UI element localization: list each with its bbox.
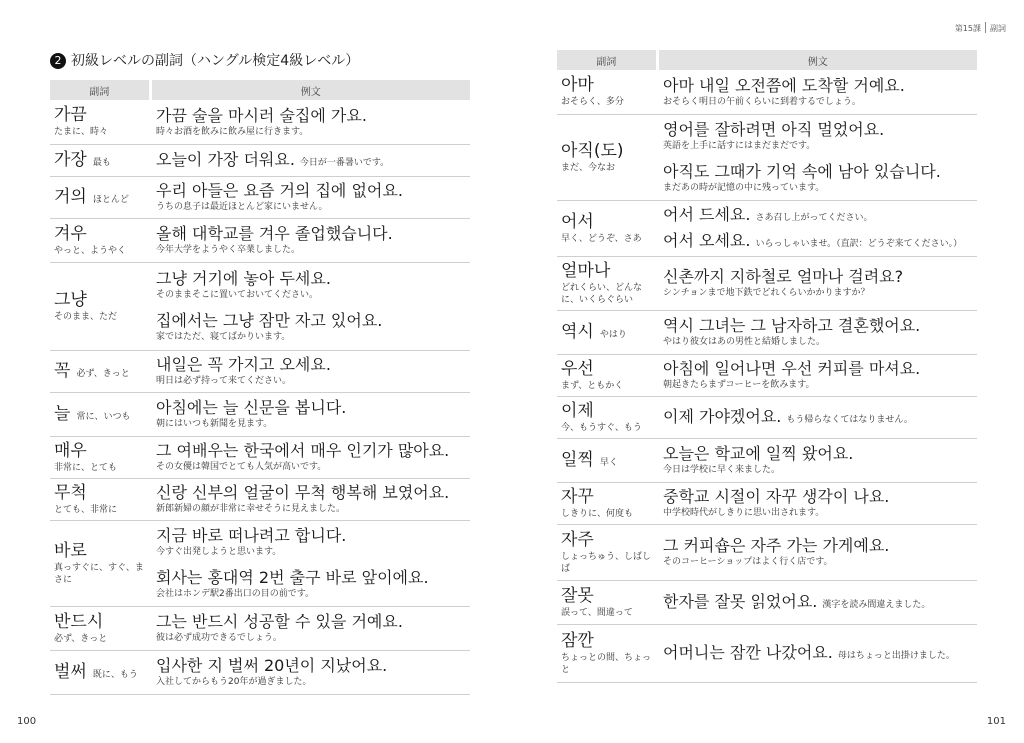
- example-cell: [150, 436, 470, 478]
- table-row: [50, 218, 470, 262]
- example-japanese: 入社してからもう20年が過ぎました。: [156, 677, 312, 687]
- example-cell: [657, 482, 977, 524]
- example-korean: 아직도 그때가 기억 속에 남아 있습니다.: [663, 162, 941, 181]
- example-cell: [657, 438, 977, 482]
- page-number: 101: [986, 716, 1006, 727]
- adverb-table-left: [50, 80, 470, 695]
- table-row: [50, 176, 470, 218]
- example-japanese: 朝にはいつも新聞を見ます。: [156, 419, 273, 429]
- example-korean: 중학교 시절이 자꾸 생각이 나요.: [663, 487, 890, 506]
- word-cell: [557, 70, 657, 114]
- adverb-meaning: 非常に、とても: [54, 462, 118, 473]
- adverb-meaning: とても、非常に: [54, 504, 118, 515]
- example-cell: [657, 310, 977, 354]
- adverb-korean: 역시: [561, 321, 594, 342]
- adverb-meaning: しきりに、何度も: [561, 508, 634, 519]
- example-cell: [150, 350, 470, 392]
- adverb-korean: 일찍: [561, 449, 594, 470]
- word-cell: [50, 176, 150, 218]
- example-japanese: 今年大学をようやく卒業しました。: [156, 245, 301, 255]
- example-japanese: 英語を上手に話すにはまだまだです。: [663, 141, 816, 151]
- example-korean: 그냥 거기에 놓아 두세요.: [156, 269, 331, 288]
- table-row: [50, 478, 470, 520]
- adverb-meaning: 早く: [599, 457, 618, 468]
- adverb-meaning: どれくらい、どんなに、いくらぐらい: [561, 282, 643, 305]
- adverb-korean: 거의: [54, 186, 87, 207]
- adverb-meaning: 必ず、きっと: [54, 633, 108, 644]
- adverb-meaning: やっと、ようやく: [54, 245, 127, 256]
- example-japanese: そのままそこに置いておいてください。: [156, 290, 319, 300]
- adverb-meaning: まず、ともかく: [561, 380, 624, 391]
- example-japanese: まだあの時が記憶の中に残っています。: [663, 183, 825, 193]
- example-korean: 아침에는 늘 신문을 봅니다.: [156, 398, 347, 417]
- example-korean: 우리 아들은 요즘 거의 집에 없어요.: [156, 181, 403, 200]
- example-japanese: 今日が一番暑いです。: [299, 158, 390, 168]
- example-cell: [657, 396, 977, 438]
- section-label: 副詞: [990, 24, 1006, 33]
- adverb-korean: 아직(도): [561, 140, 624, 161]
- example-japanese: そのコーヒーショップはよく行く店です。: [663, 557, 833, 567]
- table-row: [557, 354, 977, 396]
- adverb-korean: 가끔: [54, 105, 87, 126]
- example-japanese: シンチョンまで地下鉄でどれくらいかかりますか？: [663, 288, 870, 298]
- example-cell: [657, 580, 977, 624]
- example-japanese: 会社はホンデ駅2番出口の目の前です。: [156, 589, 315, 599]
- word-cell: [50, 478, 150, 520]
- table-row: [50, 392, 470, 436]
- example-korean: 그 여배우는 한국에서 매우 인기가 많아요.: [156, 441, 450, 460]
- example-japanese: 彼は必ず成功できるでしょう。: [156, 633, 282, 643]
- table-row: [557, 200, 977, 256]
- lesson-label: 第15課: [954, 24, 981, 33]
- table-row: [50, 436, 470, 478]
- adverb-meaning: 常に、いつも: [76, 411, 131, 422]
- word-cell: [50, 100, 150, 144]
- example-japanese: 時々お酒を飲みに飲み屋に行きます。: [156, 126, 309, 137]
- example-korean: 가끔 술을 마시러 술집에 가요.: [156, 105, 367, 125]
- adverb-meaning: 最も: [92, 157, 111, 168]
- example-cell: [657, 200, 977, 256]
- example-japanese: 今すぐ出発しようと思います。: [156, 547, 282, 557]
- adverb-meaning: まだ、今なお: [561, 162, 616, 173]
- adverb-korean: 이제: [561, 400, 594, 421]
- example-cell: [150, 478, 470, 520]
- adverb-korean: 무척: [54, 482, 87, 503]
- example-japanese: 家ではただ、寝てばかりいます。: [156, 332, 291, 342]
- example-cell: [150, 650, 470, 694]
- example-cell: [150, 176, 470, 218]
- adverb-korean: 잠깐: [561, 630, 594, 651]
- page-number: 100: [17, 716, 37, 727]
- table-row: [557, 524, 977, 580]
- adverb-meaning: ほとんど: [92, 194, 129, 205]
- word-cell: [50, 392, 150, 436]
- adverb-korean: 자주: [561, 529, 594, 550]
- example-cell: [150, 262, 470, 350]
- example-korean: 내일은 꼭 가지고 오세요.: [156, 355, 331, 374]
- column-header-adverb: 副詞: [557, 50, 657, 70]
- table-row: [50, 262, 470, 350]
- table-row: [50, 100, 470, 144]
- example-cell: [150, 144, 470, 176]
- table-row: [557, 310, 977, 354]
- word-cell: [557, 624, 657, 682]
- table-row: [50, 520, 470, 606]
- adverb-korean: 겨우: [54, 223, 87, 244]
- word-cell: [50, 218, 150, 262]
- adverb-meaning: そのまま、ただ: [54, 311, 118, 322]
- example-cell: [657, 114, 977, 200]
- adverb-korean: 반드시: [54, 611, 104, 632]
- example-korean: 지금 바로 떠나려고 합니다.: [156, 526, 347, 545]
- column-header-adverb: 副詞: [50, 80, 150, 100]
- table-row: [557, 396, 977, 438]
- table-row: [50, 650, 470, 694]
- word-cell: [557, 310, 657, 354]
- word-cell: [50, 262, 150, 350]
- adverb-meaning: ちょっとの間、ちょっと: [561, 652, 652, 675]
- example-korean: 아침에 일어나면 우선 커피를 마셔요.: [663, 359, 921, 378]
- table-row: [557, 482, 977, 524]
- example-japanese: 中学校時代がしきりに思い出されます。: [663, 508, 825, 518]
- example-cell: [150, 218, 470, 262]
- table-row: [557, 438, 977, 482]
- adverb-meaning: おそらく、多分: [561, 97, 624, 108]
- example-korean: 역시 그녀는 그 남자하고 결혼했어요.: [663, 316, 921, 335]
- example-japanese: 朝起きたらまずコーヒーを飲みます。: [663, 380, 815, 390]
- table-row: [50, 606, 470, 650]
- word-cell: [50, 350, 150, 392]
- example-korean: 오늘이 가장 더워요.: [156, 150, 295, 169]
- adverb-korean: 매우: [54, 440, 87, 461]
- table-row: [557, 256, 977, 310]
- column-header-example: 例文: [150, 80, 470, 100]
- adverb-meaning: 誤って、間違って: [561, 607, 633, 618]
- word-cell: [557, 438, 657, 482]
- example-korean: 아마 내일 오전쯤에 도착할 거예요.: [663, 75, 905, 95]
- word-cell: [557, 200, 657, 256]
- word-cell: [557, 580, 657, 624]
- example-cell: [657, 256, 977, 310]
- running-head: [955, 22, 1006, 34]
- example-cell: [150, 606, 470, 650]
- example-japanese: やはり彼女はあの男性と結婚しました。: [663, 337, 826, 347]
- word-cell: [50, 144, 150, 176]
- example-japanese: その女優は韓国でとても人気が高いです。: [156, 462, 327, 472]
- adverb-korean: 그냥: [54, 289, 87, 310]
- example-cell: [150, 100, 470, 144]
- example-japanese: いらっしゃいませ。（直訳：どうぞ来てください。）: [755, 239, 963, 249]
- adverb-korean: 아마: [561, 75, 594, 96]
- example-cell: [150, 520, 470, 606]
- adverb-korean: 바로: [54, 540, 87, 561]
- example-korean: 회사는 홍대역 2번 출구 바로 앞이에요.: [156, 568, 429, 587]
- adverb-korean: 가장: [54, 149, 87, 170]
- word-cell: [50, 520, 150, 606]
- adverb-table-right: [557, 50, 977, 683]
- example-korean: 영어를 잘하려면 아직 멀었어요.: [663, 120, 885, 139]
- example-korean: 입사한 지 벌써 20년이 지났어요.: [156, 656, 388, 675]
- word-cell: [557, 482, 657, 524]
- column-header-example: 例文: [657, 50, 977, 70]
- example-japanese: おそらく明日の午前くらいに到着するでしょう。: [663, 96, 861, 107]
- table-row: [557, 70, 977, 114]
- example-cell: [657, 354, 977, 396]
- adverb-meaning: しょっちゅう、しばしば: [561, 551, 652, 574]
- example-korean: 한자를 잘못 읽었어요.: [663, 592, 818, 611]
- adverb-korean: 벌써: [54, 661, 87, 682]
- example-korean: 어서 오세요.: [663, 231, 751, 250]
- example-japanese: 母はちょっと出掛けました。: [837, 651, 955, 661]
- section-heading: [50, 50, 359, 70]
- word-cell: [557, 524, 657, 580]
- word-cell: [557, 114, 657, 200]
- adverb-korean: 꼭: [54, 360, 71, 381]
- example-cell: [150, 392, 470, 436]
- adverb-korean: 잘못: [561, 585, 594, 606]
- table-row: [557, 624, 977, 682]
- example-japanese: うちの息子は最近ほとんど家にいません。: [156, 202, 328, 212]
- example-cell: [657, 70, 977, 114]
- table-row: [557, 114, 977, 200]
- example-japanese: 新郎新婦の顔が非常に幸せそうに見えました。: [156, 504, 346, 514]
- adverb-korean: 어서: [561, 211, 594, 232]
- adverb-korean: 얼마나: [561, 260, 611, 281]
- example-japanese: 今日は学校に早く来ました。: [663, 465, 781, 475]
- section-number: 2: [50, 53, 66, 69]
- example-korean: 신촌까지 지하철로 얼마나 걸려요?: [663, 267, 904, 286]
- adverb-meaning: 今、もうすぐ、もう: [561, 422, 642, 433]
- adverb-meaning: 既に、もう: [92, 669, 138, 680]
- table-row: [50, 144, 470, 176]
- word-cell: [50, 650, 150, 694]
- table-row: [557, 580, 977, 624]
- example-cell: [657, 624, 977, 682]
- word-cell: [50, 436, 150, 478]
- word-cell: [557, 354, 657, 396]
- adverb-meaning: 真っすぐに、すぐ、まさに: [54, 562, 144, 585]
- adverb-meaning: 早く、どうぞ、さあ: [561, 233, 642, 244]
- adverb-meaning: やはり: [599, 329, 627, 340]
- word-cell: [557, 256, 657, 310]
- example-korean: 어머니는 잠깐 나갔어요.: [663, 643, 833, 662]
- example-korean: 신랑 신부의 얼굴이 무척 행복해 보였어요.: [156, 483, 450, 502]
- example-japanese: 明日は必ず持って来てください。: [156, 376, 292, 386]
- example-cell: [657, 524, 977, 580]
- example-korean: 그는 반드시 성공할 수 있을 거예요.: [156, 612, 403, 631]
- table-row: [50, 350, 470, 392]
- example-korean: 집에서는 그냥 잠만 자고 있어요.: [156, 311, 383, 330]
- example-japanese: さあ召し上がってください。: [755, 213, 873, 223]
- example-japanese: 漢字を読み間違えました。: [822, 600, 931, 610]
- adverb-korean: 자꾸: [561, 486, 594, 507]
- example-korean: 어서 드세요.: [663, 205, 751, 224]
- adverb-meaning: たまに、時々: [54, 127, 109, 138]
- right-page: [512, 0, 1024, 743]
- example-korean: 올해 대학교를 겨우 졸업했습니다.: [156, 224, 393, 243]
- divider: [985, 22, 986, 33]
- adverb-meaning: 必ず、きっと: [76, 368, 130, 379]
- example-korean: 그 커피숍은 자주 가는 가게예요.: [663, 536, 890, 555]
- section-title: 初級レベルの副詞（ハングル検定4級レベル）: [71, 53, 360, 69]
- word-cell: [557, 396, 657, 438]
- example-japanese: もう帰らなくてはなりません。: [786, 415, 913, 425]
- example-korean: 이제 가야겠어요.: [663, 407, 782, 426]
- word-cell: [50, 606, 150, 650]
- adverb-korean: 늘: [54, 403, 71, 424]
- adverb-korean: 우선: [561, 358, 594, 379]
- example-korean: 오늘은 학교에 일찍 왔어요.: [663, 444, 854, 463]
